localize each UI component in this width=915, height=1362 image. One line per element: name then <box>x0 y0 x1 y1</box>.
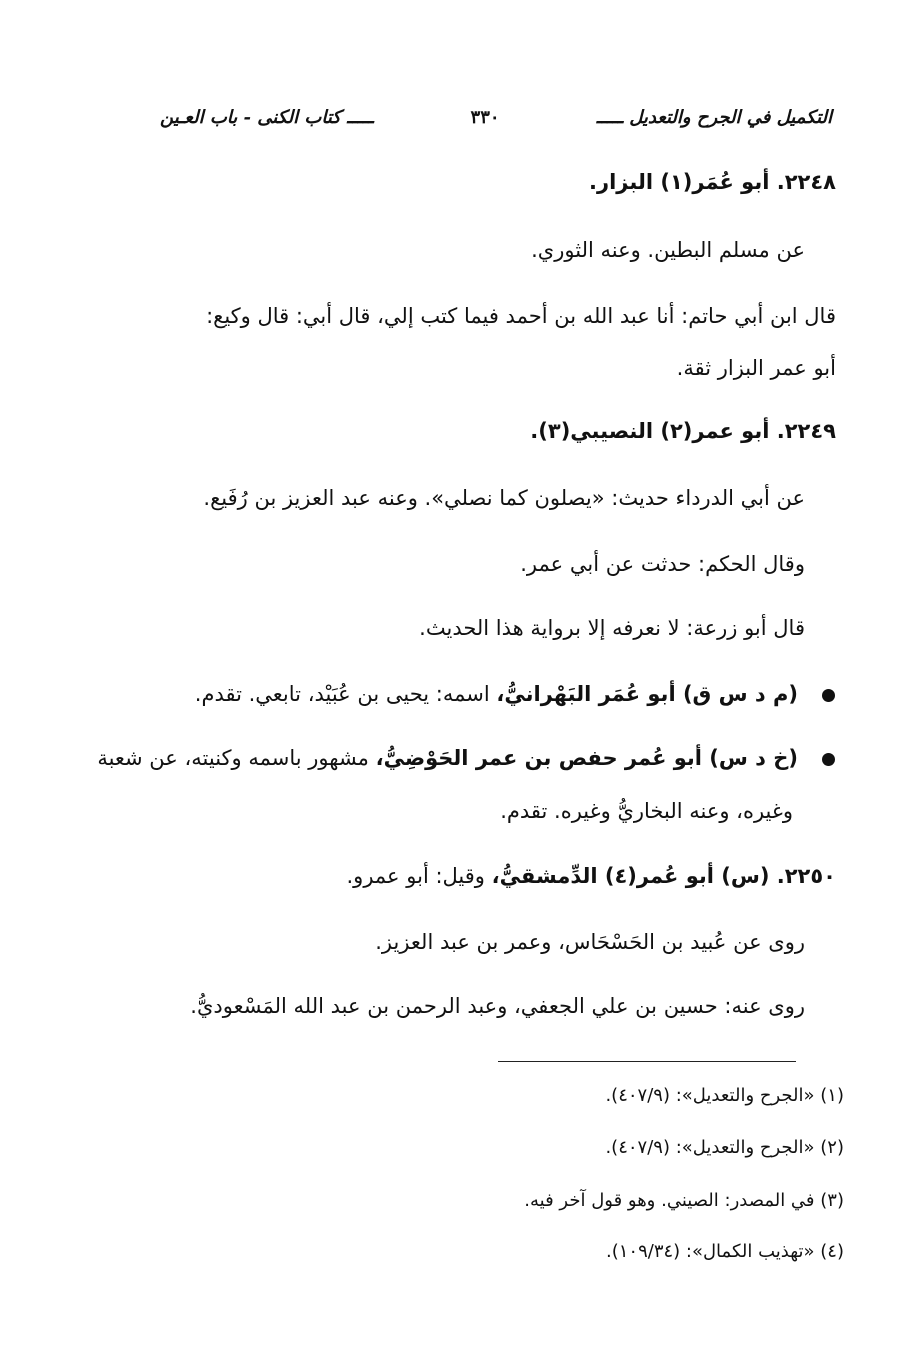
running-header <box>160 100 832 134</box>
footnote-1: (١) «الجرح والتعديل»: (٤٠٧/٩). <box>605 1085 844 1106</box>
entry-2248-narrators: عن مسلم البطين. وعنه الثوري. <box>531 238 805 262</box>
bahrani-details: اسمه: يحيى بن عُبَيْد، تابعي. تقدم. <box>194 682 497 706</box>
footnote-3: (٣) في المصدر: الصيني. وهو قول آخر فيه. <box>524 1190 844 1211</box>
header-book-title: التكميل في الجرح والتعديل ـــــ <box>596 106 832 128</box>
page-number: ٣٣٠ <box>470 106 500 128</box>
entry-2248-heading: ٢٢٤٨. أبو عُمَر(١) البزار. <box>589 170 836 194</box>
entry-2249-hakam: وقال الحكم: حدثت عن أبي عمر. <box>520 552 805 576</box>
entry-2250-name: ٢٢٥٠. (س) أبو عُمر(٤) الدِّمشقيُّ، <box>491 864 836 888</box>
entry-2250-narrated-from: روى عن عُبيد بن الحَسْحَاس، وعمر بن عبد العزيز. <box>375 930 805 954</box>
entry-2249-abu-zura: قال أبو زرعة: لا نعرفه إلا برواية هذا الحديث. <box>419 616 805 640</box>
bullet-item-hawdi <box>97 742 835 774</box>
entry-2248-quote-line2: أبو عمر البزار ثقة. <box>676 356 836 380</box>
entry-2248-quote-line1: قال ابن أبي حاتم: أنا عبد الله بن أحمد فيما كتب إلي، قال أبي: قال وكيع: <box>206 304 836 328</box>
entry-2250-heading <box>108 860 836 892</box>
entry-2249-hadith: عن أبي الدرداء حديث: «يصلون كما نصلي». وعنه عبد العزيز بن رُفَيع. <box>203 486 805 510</box>
header-chapter-title: ـــــ كتاب الكنى - باب العـين <box>160 106 374 128</box>
bahrani-name: (م د س ق) أبو عُمَر البَهْرانيُّ، <box>496 682 798 706</box>
bullet-item-bahrani <box>195 678 835 710</box>
entry-2249-heading: ٢٢٤٩. أبو عمر(٢) النصيبي(٣). <box>530 419 836 443</box>
bullet-dot <box>822 689 835 702</box>
hawdi-name: (خ د س) أبو عُمر حفص بن عمر الحَوْضِيُّ، <box>375 746 798 770</box>
footnote-4: (٤) «تهذيب الكمال»: (١٠٩/٣٤). <box>606 1241 844 1262</box>
footnote-2: (٢) «الجرح والتعديل»: (٤٠٧/٩). <box>605 1137 844 1158</box>
hawdi-details: مشهور باسمه وكنيته، عن شعبة <box>97 746 376 770</box>
entry-2250-narrated-by: روى عنه: حسين بن علي الجعفي، وعبد الرحمن بن عبد الله المَسْعوديُّ. <box>190 994 805 1018</box>
footnote-divider <box>498 1061 796 1062</box>
bullet-dot <box>822 753 835 766</box>
entry-2250-alt: وقيل: أبو عمرو. <box>346 864 492 888</box>
bullet-item-hawdi-cont: وغيره، وعنه البخاريُّ وغيره. تقدم. <box>500 799 793 823</box>
